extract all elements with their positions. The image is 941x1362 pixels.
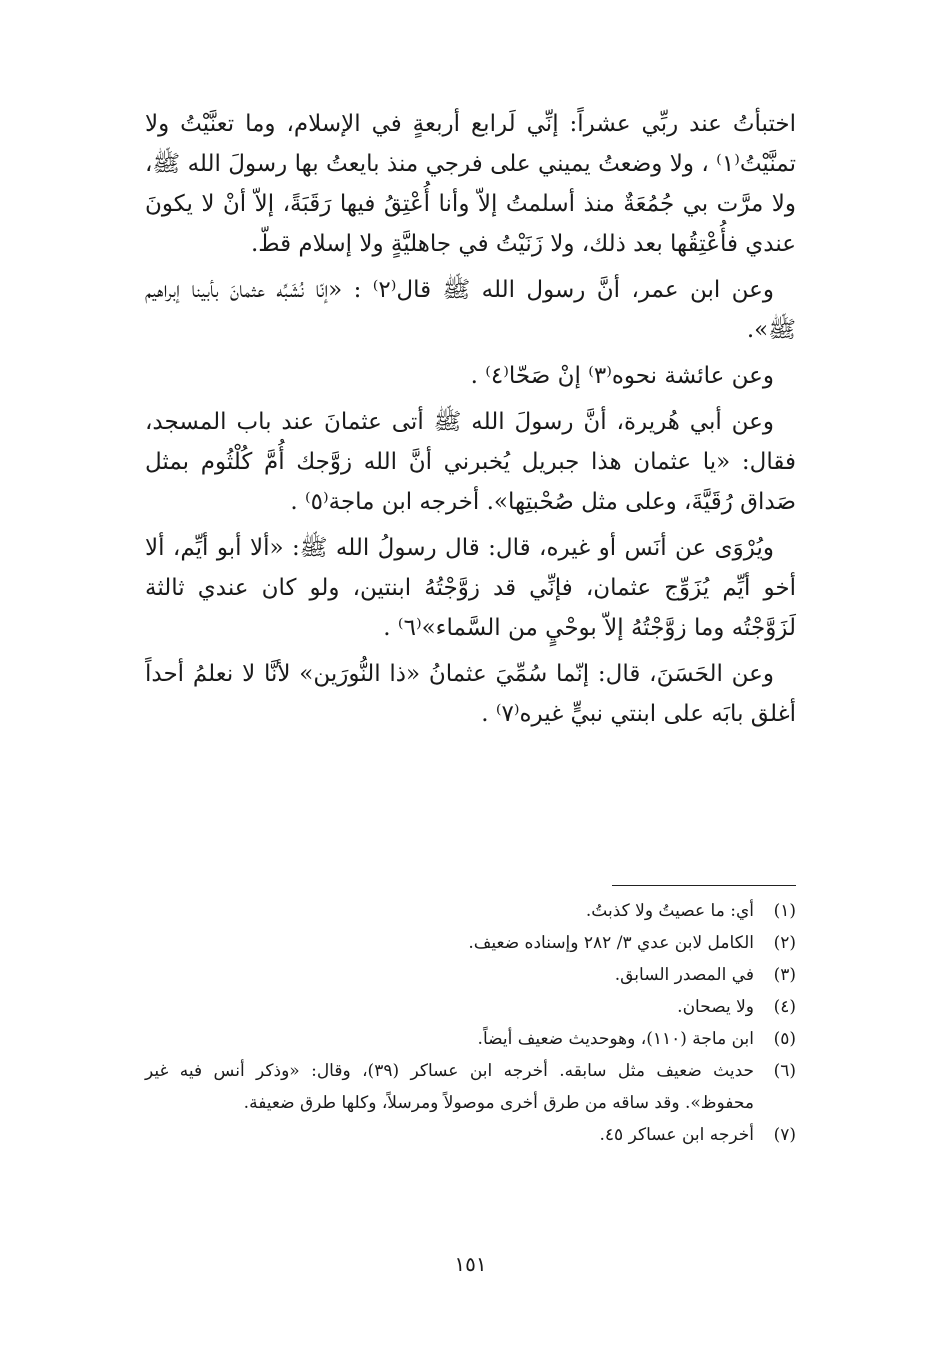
footnote-text: الكامل لابن عدي ٣/ ٢٨٢ وإسناده ضعيف. <box>468 933 754 953</box>
footnote-4 <box>145 991 796 1023</box>
footnote-6 <box>145 1055 796 1119</box>
footnote-text: ابن ماجة (١١٠)، وهوحديث ضعيف أيضاً. <box>477 1029 754 1049</box>
footnote-text: أخرجه ابن عساكر ٤٥. <box>599 1125 754 1145</box>
footnote-text: حديث ضعيف مثل سابقه. أخرجه ابن عساكر (٣٩)، وقال: «وذكر أنس فيه غير محفوظ». وقد ساقه من طرق أخرى موصولاً ومرسلاً، وكلها طرق ضعيفة. <box>145 1061 754 1113</box>
footnote-5 <box>145 1023 796 1055</box>
footnote-number: (١) <box>773 901 796 921</box>
footnote-text: أي: ما عصيتُ ولا كذبتُ. <box>585 901 754 921</box>
footnote-1 <box>145 895 796 927</box>
paragraph-4: وعن أبي هُريرة، أنَّ رسولَ الله ﷺ أتى عثمانَ عند باب المسجد، فقال: «يا عثمان هذا جبريل يُخبرني أنَّ الله زوَّجك أُمَّ كُلْثُوم بمثل صَداق رُقَيَّةَ، وعلى مثل صُحْبتِها». أخرجه ابن ماجة⁽٥⁾ . <box>145 409 796 515</box>
footnote-text: في المصدر السابق. <box>614 965 754 985</box>
footnote-divider <box>612 885 796 886</box>
footnote-number: (٤) <box>773 997 796 1017</box>
paragraph-5: ويُرْوَى عن أنَس أو غيره، قال: قال رسولُ الله ﷺ: «ألا أبو أيِّم، ألا أخو أيِّم يُزَوِّج عثمان، فإنِّي قد زوَّجْتُهُ ابنتين، ولو كان عندي ثالثة لَزَوَّجْتُه وما زوَّجْتُهُ إلاّ بوحْيٍ من السَّماء»⁽٦⁾ . <box>145 535 796 641</box>
footnote-3 <box>145 959 796 991</box>
footnote-number: (٧) <box>773 1125 796 1145</box>
main-text <box>145 104 796 734</box>
footnote-2 <box>145 927 796 959</box>
footnote-number: (٥) <box>773 1029 796 1049</box>
paragraph-2: وعن ابن عمر، أنَّ رسول الله ﷺ قال⁽٢⁾ : «إنّا نُشَبِّه عثمانَ بأبينا إبراهيم ﷺ». <box>145 277 796 343</box>
footnote-number: (٢) <box>773 933 796 953</box>
paragraph-1: اختبأتُ عند ربِّي عشراً: إنِّي لَرابع أربعةٍ في الإسلام، وما تعنَّيْتُ ولا تمنَّيْتُ⁽١⁾ ، ولا وضعتُ يميني على فرجي منذ بايعتُ بها رسولَ الله ﷺ، ولا مرَّت بي جُمُعَةٌ منذ أسلمتُ إلاّ وأنا أُعْتِقُ فيها رَقَبَةً، إلاّ أنْ لا يكونَ عندي فأُعْتِقُها بعد ذلك، ولا زَنَيْتُ في جاهليَّةٍ ولا إسلام قطّ. <box>145 111 796 257</box>
footnote-text: ولا يصحان. <box>677 997 754 1017</box>
paragraph-3: وعن عائشة نحوه⁽٣⁾ إنْ صَحّا⁽٤⁾ . <box>470 363 774 389</box>
footnote-number: (٦) <box>773 1061 796 1081</box>
paragraph-6: وعن الحَسَنَ، قال: إنّما سُمِّيَ عثمانُ «ذا النُّورَين» لأنَّا لا نعلمُ أحداً أغلق بابَه على ابنتي نبيٍّ غيره⁽٧⁾ . <box>145 661 796 727</box>
footnote-number: (٣) <box>773 965 796 985</box>
page-number: ١٥١ <box>454 1252 487 1276</box>
footnote-7 <box>145 1119 796 1151</box>
footnotes <box>145 895 796 1151</box>
